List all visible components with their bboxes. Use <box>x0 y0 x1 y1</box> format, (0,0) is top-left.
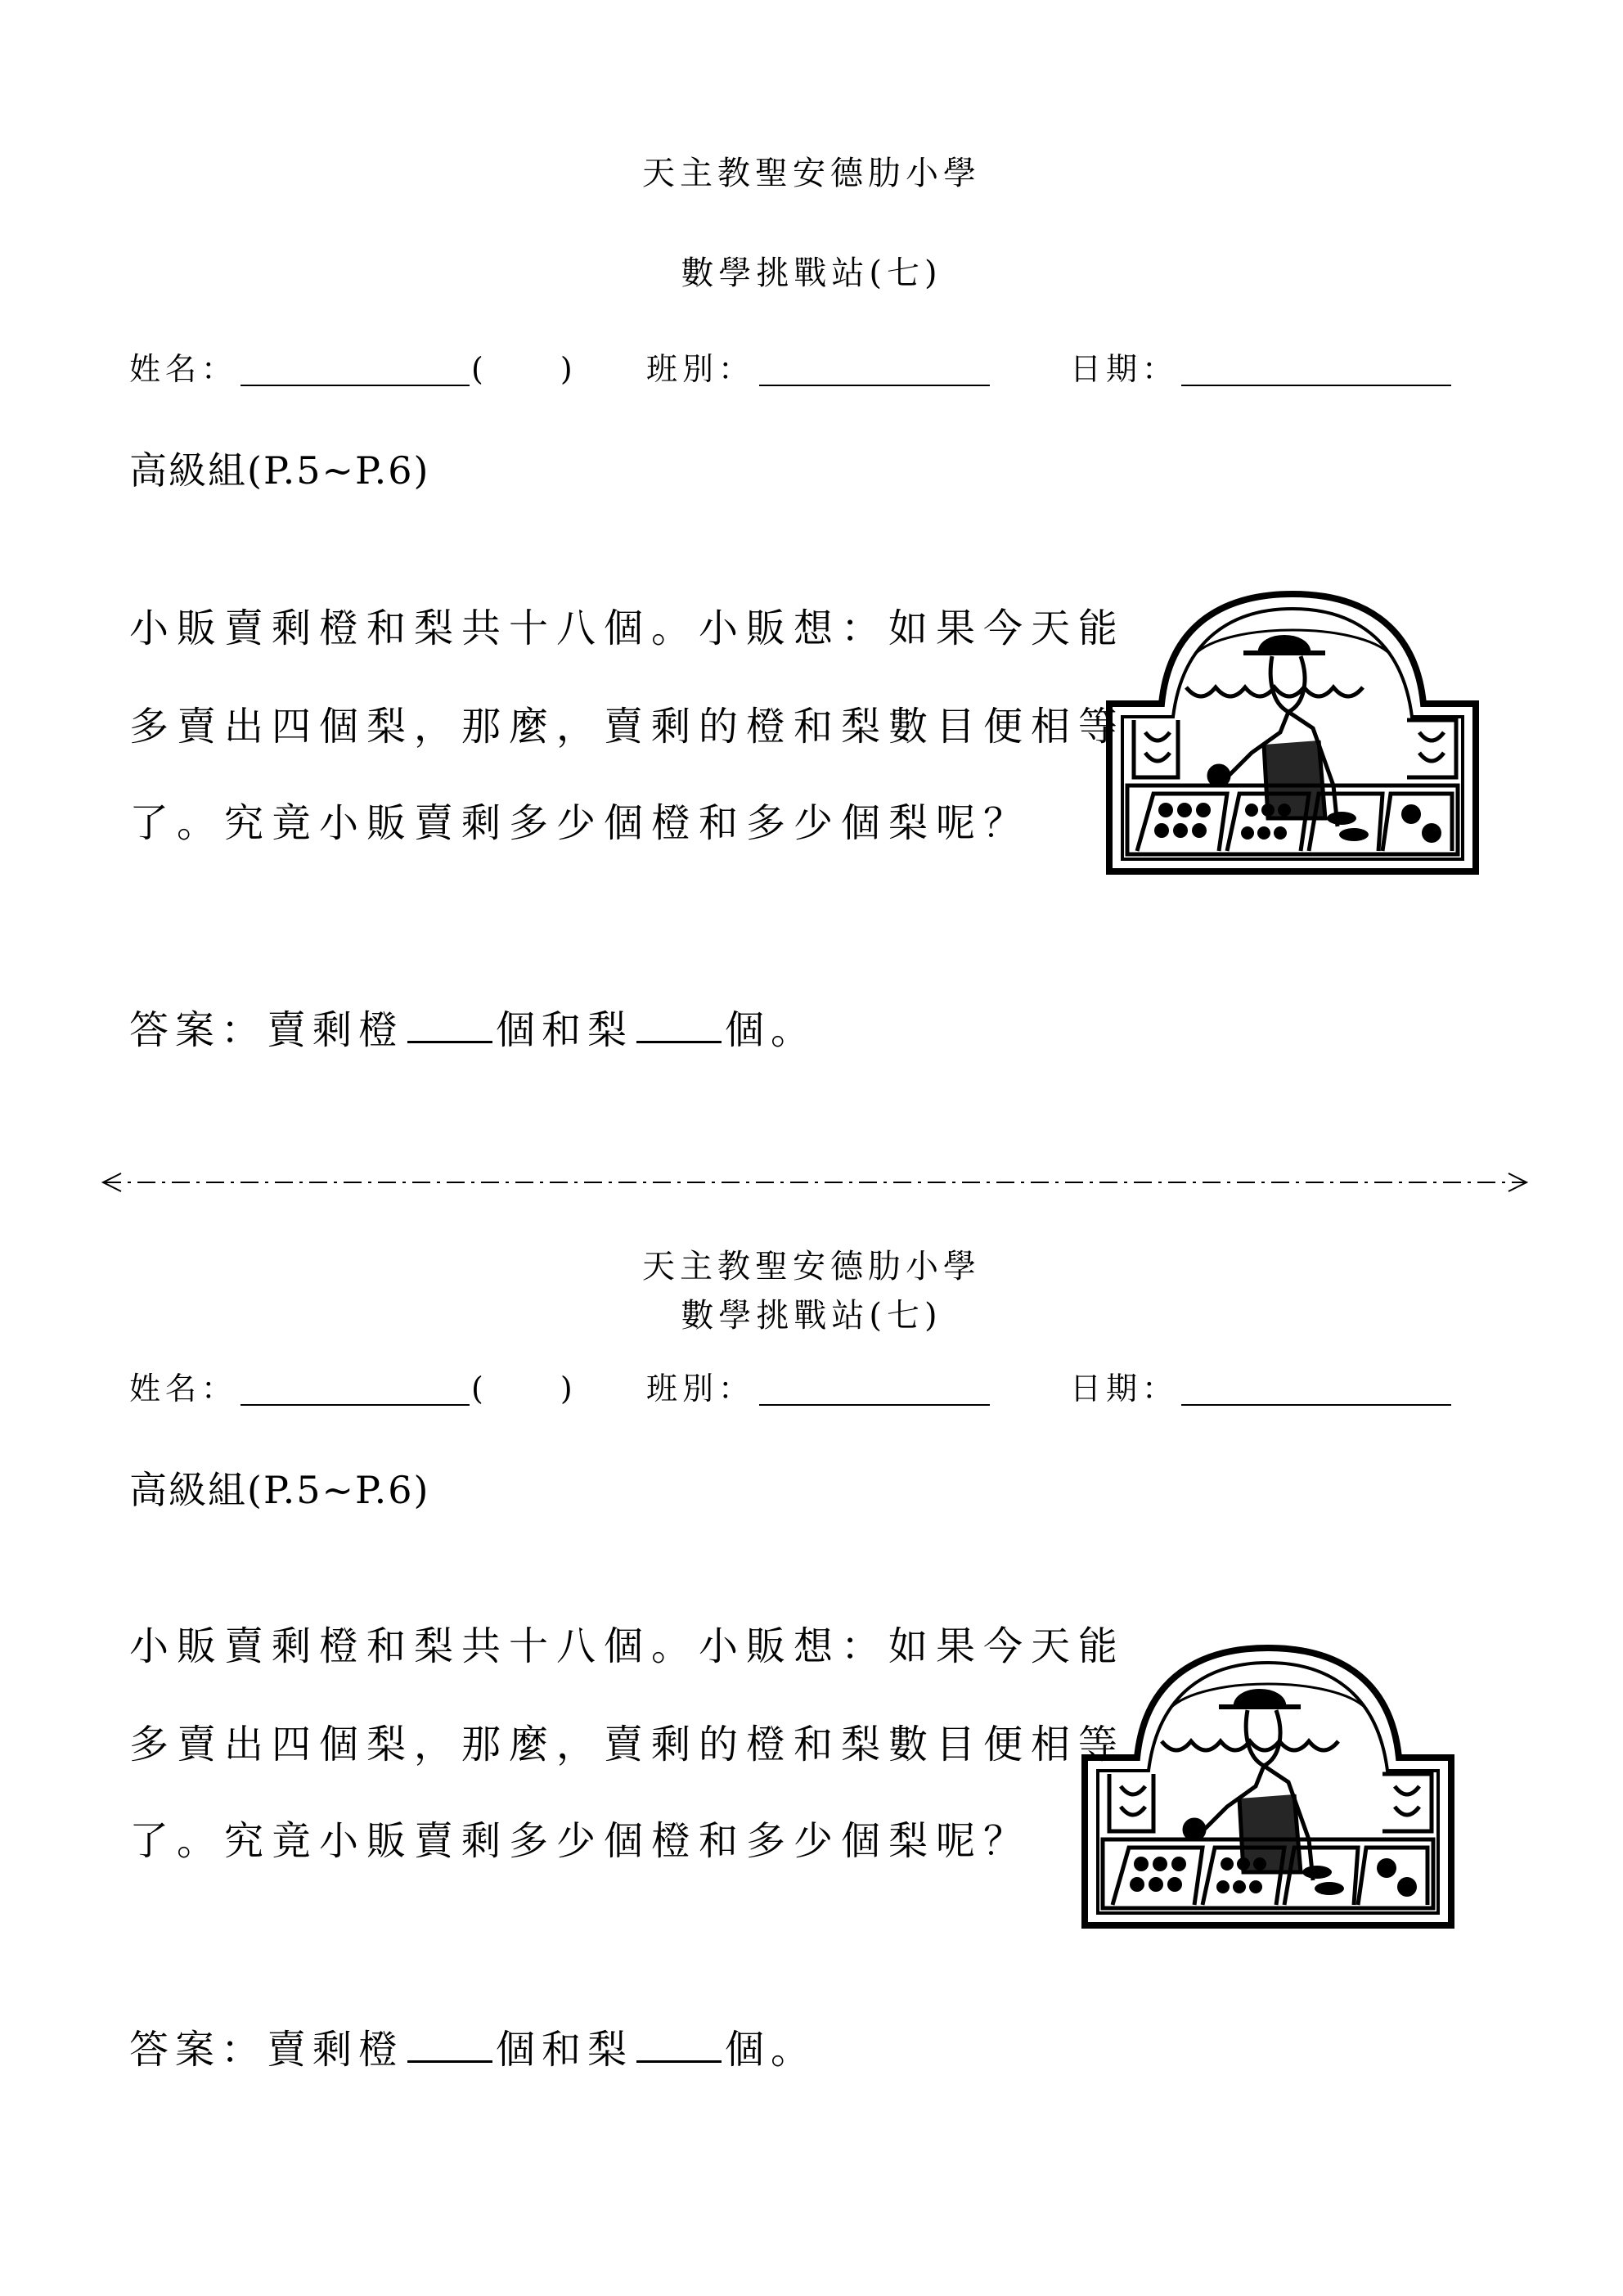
class-label: 班別： <box>646 351 755 387</box>
level-label: 高級組(P.5~P.6) <box>129 1468 430 1512</box>
worksheet-bottom <box>0 1211 1623 2291</box>
class-field[interactable] <box>759 1404 990 1406</box>
answer-suffix: 個。 <box>725 2027 817 2073</box>
school-name: 天主教聖安德肋小學 <box>642 1248 981 1285</box>
class-number-paren: ( ) <box>471 1371 578 1407</box>
school-name: 天主教聖安德肋小學 <box>642 155 981 192</box>
class-label: 班別： <box>646 1371 755 1407</box>
level-label: 高級組(P.5~P.6) <box>129 448 430 493</box>
cut-line-arrow <box>98 1170 1531 1195</box>
answer-suffix: 個。 <box>725 1007 817 1053</box>
answer-prefix: 答案：賣剩橙 <box>129 2027 405 2073</box>
question-line-1: 小販賣剩橙和梨共十八個。小販想：如果今天能 <box>129 1623 1126 1669</box>
question-line-2: 多賣出四個梨，那麼，賣剩的橙和梨數目便相等 <box>129 704 1126 750</box>
orange-answer-blank[interactable] <box>407 2024 492 2063</box>
answer-middle: 個和梨 <box>496 1007 634 1053</box>
pear-answer-blank[interactable] <box>636 1005 722 1043</box>
name-field[interactable] <box>241 1404 470 1406</box>
fruit-vendor-illustration <box>1080 1643 1456 1929</box>
name-field[interactable] <box>241 385 470 386</box>
answer-line <box>129 2024 817 2073</box>
class-field[interactable] <box>759 385 990 386</box>
date-label: 日期： <box>1070 1371 1179 1407</box>
student-info-row <box>129 1373 1520 1414</box>
name-label: 姓名： <box>129 1371 238 1407</box>
name-label: 姓名： <box>129 351 238 387</box>
student-info-row <box>129 353 1520 394</box>
question-line-3: 了。究竟小販賣剩多少個橙和多少個梨呢？ <box>129 800 1032 846</box>
orange-answer-blank[interactable] <box>407 1005 492 1043</box>
vendor-drawing <box>1085 1648 1451 1925</box>
worksheet-title: 數學挑戰站(七) <box>681 254 942 292</box>
answer-middle: 個和梨 <box>496 2027 634 2073</box>
worksheet-title: 數學挑戰站(七) <box>681 1297 942 1335</box>
date-field[interactable] <box>1181 1404 1451 1406</box>
class-number-paren: ( ) <box>471 351 578 387</box>
date-field[interactable] <box>1181 385 1451 386</box>
answer-line <box>129 1005 817 1053</box>
pear-answer-blank[interactable] <box>636 2024 722 2063</box>
fruit-vendor-illustration <box>1104 589 1481 876</box>
question-line-2: 多賣出四個梨，那麼，賣剩的橙和梨數目便相等 <box>129 1722 1126 1767</box>
date-label: 日期： <box>1070 351 1179 387</box>
vendor-drawing <box>1109 594 1476 871</box>
question-line-3: 了。究竟小販賣剩多少個橙和多少個梨呢？ <box>129 1818 1032 1864</box>
answer-prefix: 答案：賣剩橙 <box>129 1007 405 1053</box>
question-line-1: 小販賣剩橙和梨共十八個。小販想：如果今天能 <box>129 606 1126 651</box>
